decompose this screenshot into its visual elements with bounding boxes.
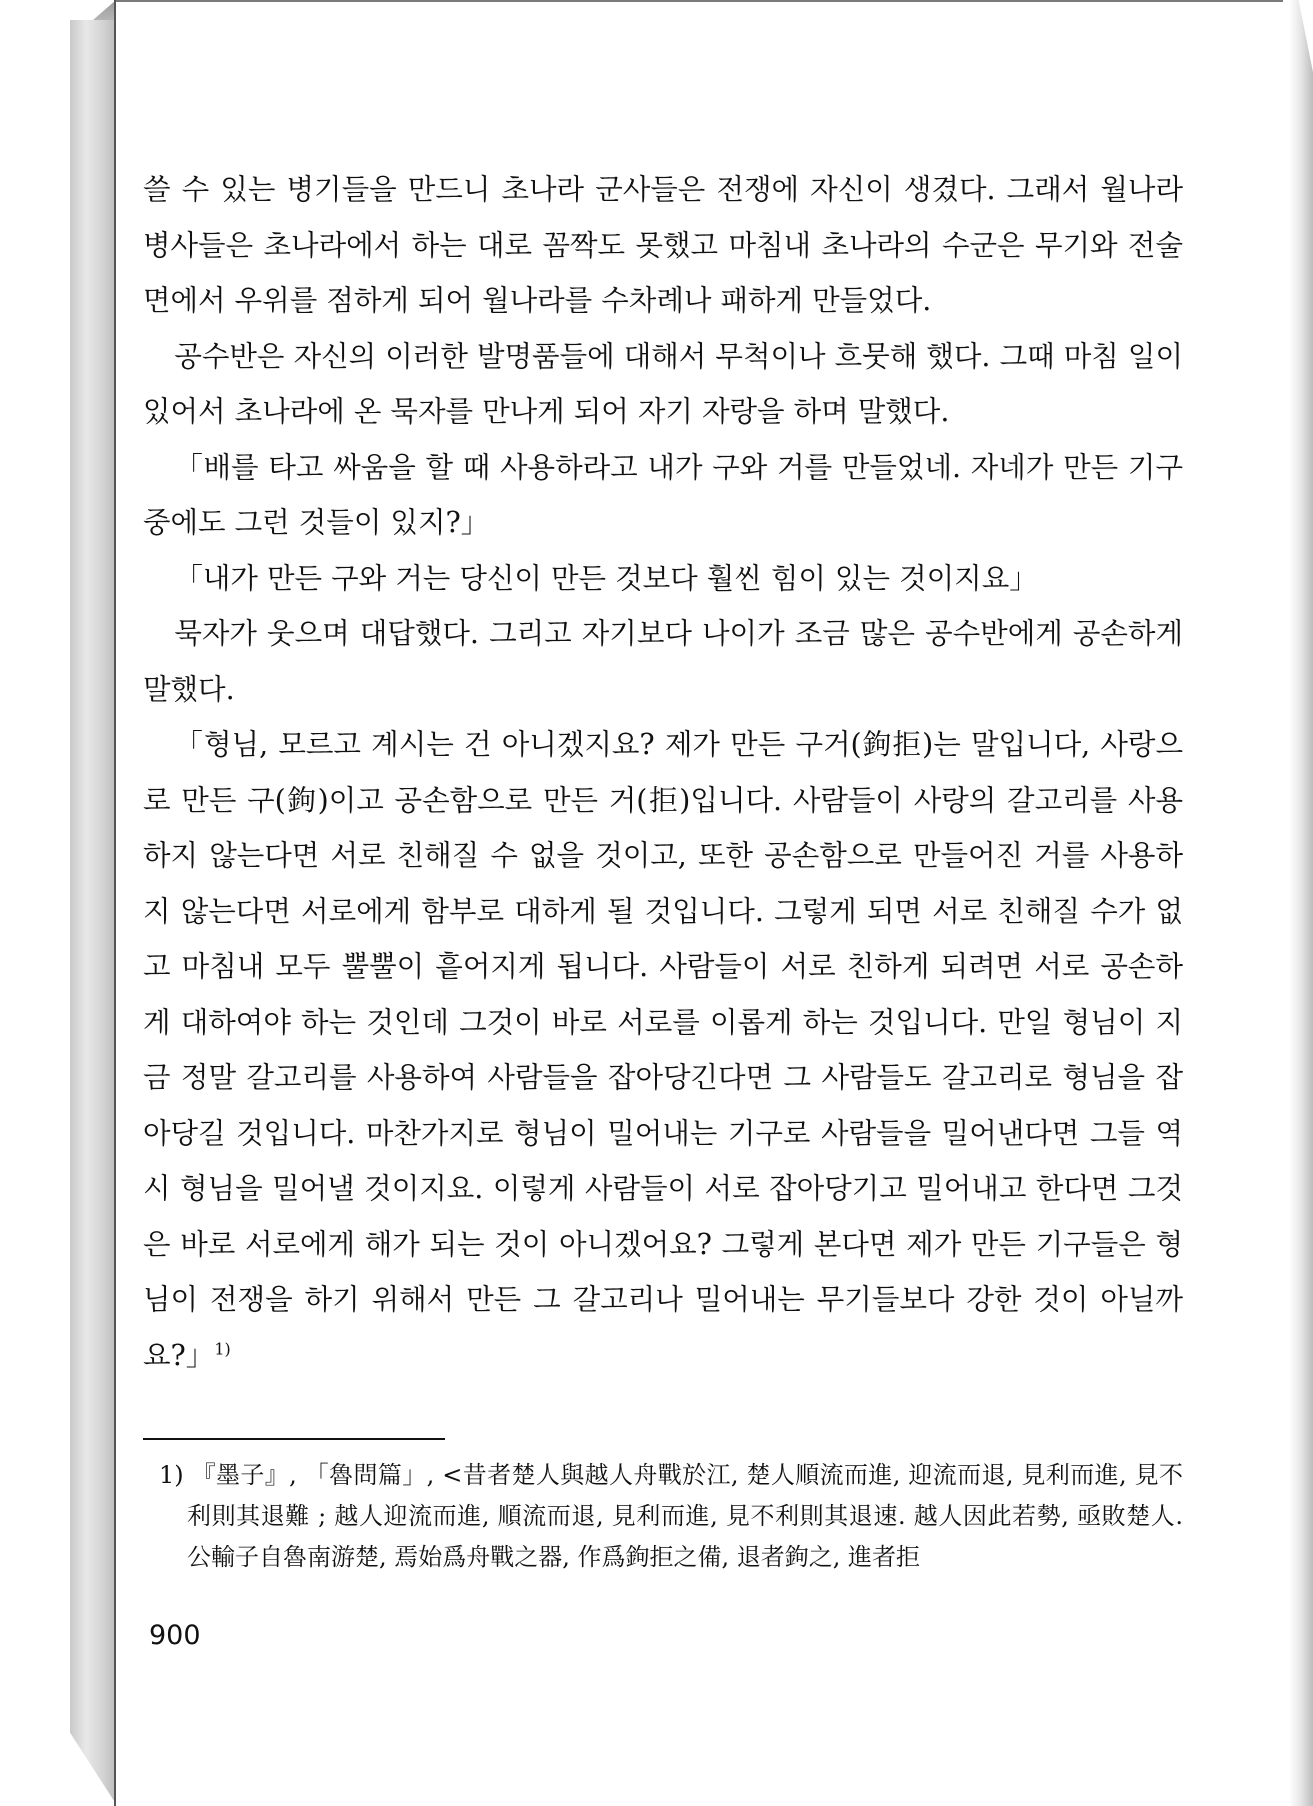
footnote-divider	[143, 1438, 445, 1440]
paragraph-5: 묵자가 웃으며 대답했다. 그리고 자기보다 나이가 조금 많은 공수반에게 공손하게 말했다.	[143, 617, 1183, 706]
paragraph-3: 「배를 타고 싸움을 할 때 사용하라고 내가 구와 거를 만들었네. 자네가 만든 기구 중에도 그런 것들이 있지?」	[143, 450, 1183, 539]
footnote-text: 『墨子』, 「魯問篇」, <昔者楚人與越人舟戰於江, 楚人順流而進, 迎流而退, 見利而進, 見不利則其退難 ; 越人迎流而進, 順流而退, 見利而進, 見不利則其退速. 越人因此若勢, 亟敗楚人. 公輸子自魯南游楚, 焉始爲舟戰之器, 作爲鉤拒之備, 退者鉤之, 進者拒	[187, 1461, 1183, 1571]
paragraph-6	[143, 717, 1183, 1383]
page-right-shadow	[1289, 0, 1313, 1806]
paragraph-6-text: 「형님, 모르고 계시는 건 아니겠지요? 제가 만든 구거(鉤拒)는 말입니다, 사랑으로 만든 구(鉤)이고 공손함으로 만든 거(拒)입니다. 사람들이 사랑의 갈고리를 사용하지 않는다면 서로 친해질 수 없을 것이고, 또한 공손함으로 만들어진 거를 사용하지 않는다면 서로에게 함부로 대하게 될 것입니다. 그렇게 되면 서로 친해질 수가 없고 마침내 모두 뿔뿔이 흩어지게 됩니다. 사람들이 서로 친하게 되려면 서로 공손하게 대하여야 하는 것인데 그것이 바로 서로를 이롭게 하는 것입니다. 만일 형님이 지금 정말 갈고리를 사용하여 사람들을 잡아당긴다면 그 사람들도 갈고리로 형님을 잡아당길 것입니다. 마찬가지로 형님이 밀어내는 기구로 사람들을 밀어낸다면 그들 역시 형님을 밀어낼 것이지요. 이렇게 사람들이 서로 잡아당기고 밀어내고 한다면 그것은 바로 서로에게 해가 되는 것이 아니겠어요? 그렇게 본다면 제가 만든 기구들은 형님이 전쟁을 하기 위해서 만든 그 갈고리나 밀어내는 무기들보다 강한 것이 아닐까요?」	[143, 728, 1183, 1372]
page-number: 900	[149, 1620, 201, 1651]
footnote-marker: 1)	[159, 1461, 184, 1489]
page-top-edge	[116, 0, 1283, 2]
footnote-1	[143, 1455, 1183, 1578]
body-text	[143, 162, 1183, 1383]
paragraph-2: 공수반은 자신의 이러한 발명품들에 대해서 무척이나 흐뭇해 했다. 그때 마침 일이 있어서 초나라에 온 묵자를 만나게 되어 자기 자랑을 하며 말했다.	[143, 339, 1183, 428]
paragraph-4: 「내가 만든 구와 거는 당신이 만든 것보다 훨씬 힘이 있는 것이지요」	[174, 561, 1038, 595]
footnote-reference[interactable]: 1)	[214, 1339, 231, 1358]
book-spine	[70, 20, 116, 1804]
page-left-edge	[114, 0, 116, 1806]
paragraph-1: 쓸 수 있는 병기들을 만드니 초나라 군사들은 전쟁에 자신이 생겼다. 그래서 월나라 병사들은 초나라에서 하는 대로 꼼짝도 못했고 마침내 초나라의 수군은 무기와 전술 면에서 우위를 점하게 되어 월나라를 수차례나 패하게 만들었다.	[143, 173, 1183, 317]
footnote	[143, 1455, 1183, 1578]
